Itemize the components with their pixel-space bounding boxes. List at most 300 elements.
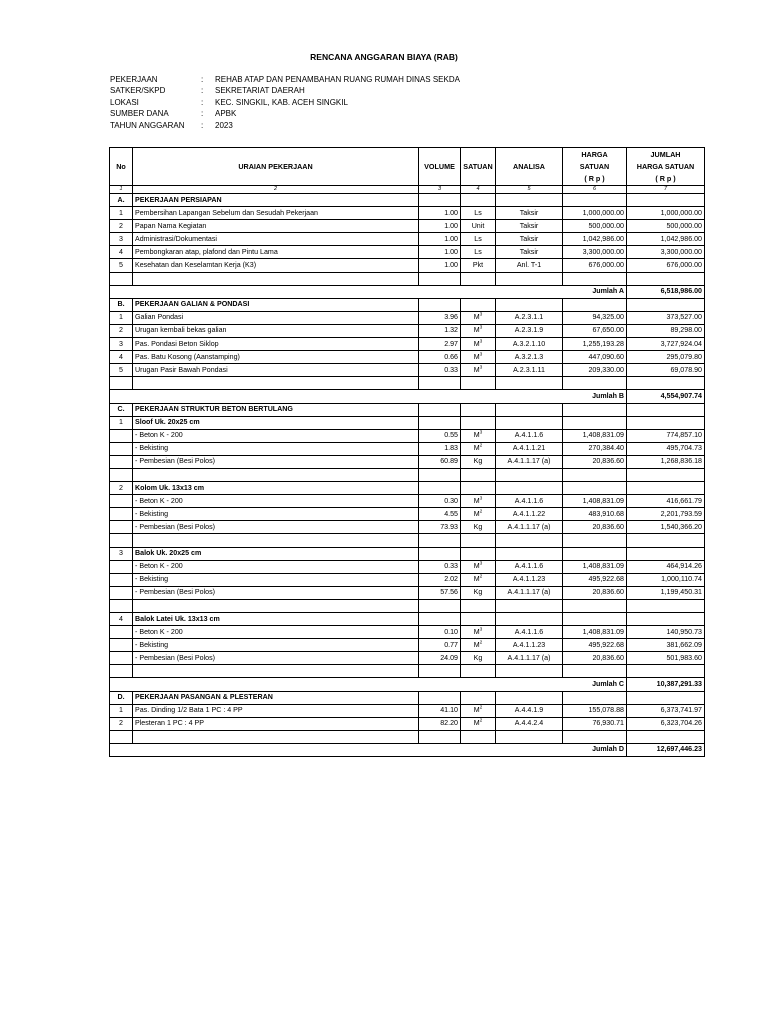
empty-cell: [627, 416, 705, 429]
header-harga-line2: SATUAN: [579, 161, 610, 171]
row-no: [110, 508, 133, 521]
row-analisa: A.4.1.1.6: [496, 560, 563, 573]
row-harga-satuan: 1,408,831.09: [563, 626, 627, 639]
empty-cell: [461, 534, 496, 547]
row-analisa: A.4.1.1.17 (a): [496, 652, 563, 665]
table-row: [110, 652, 705, 665]
empty-cell: [461, 403, 496, 416]
empty-cell: [110, 599, 133, 612]
row-harga-satuan: 1,408,831.09: [563, 429, 627, 442]
row-satuan: [461, 364, 496, 377]
row-no: 2: [110, 324, 133, 337]
satuan-exponent: 2: [479, 704, 483, 710]
row-no: 4: [110, 246, 133, 259]
satuan-exponent: 3: [479, 325, 483, 331]
info-colon: :: [201, 97, 204, 107]
row-volume: 1.00: [419, 246, 461, 259]
subtotal-row: [110, 743, 705, 756]
empty-cell: [110, 534, 133, 547]
satuan-unit: Kg: [473, 522, 483, 531]
row-no: [110, 573, 133, 586]
satuan-unit: M: [473, 562, 480, 571]
empty-cell: [461, 730, 496, 743]
row-volume: 1.00: [419, 207, 461, 220]
row-satuan: [461, 429, 496, 442]
blank-row: [110, 377, 705, 390]
section-no: 3: [110, 547, 133, 560]
satuan-unit: M: [473, 706, 480, 715]
empty-cell: [419, 377, 461, 390]
table-row: [110, 429, 705, 442]
table-row: [110, 324, 705, 337]
section-title: PEKERJAAN PASANGAN & PLESTERAN: [133, 691, 419, 704]
row-analisa: A.4.1.1.17 (a): [496, 521, 563, 534]
subtotal-row: [110, 678, 705, 691]
info-value: 2023: [215, 120, 233, 130]
table-row: [110, 639, 705, 652]
blank-row: [110, 599, 705, 612]
row-volume: 0.77: [419, 639, 461, 652]
info-label: PEKERJAAN: [110, 75, 158, 84]
empty-cell: [496, 272, 563, 285]
empty-cell: [563, 613, 627, 626]
empty-cell: [563, 665, 627, 678]
info-colon: :: [201, 75, 204, 84]
row-no: 3: [110, 233, 133, 246]
row-no: [110, 652, 133, 665]
empty-cell: [419, 298, 461, 311]
satuan-unit: M: [473, 496, 480, 505]
row-harga-satuan: 155,078.88: [563, 704, 627, 717]
row-volume: 4.55: [419, 508, 461, 521]
empty-cell: [627, 482, 705, 495]
row-analisa: A.2.3.1.1: [496, 311, 563, 324]
empty-cell: [419, 613, 461, 626]
row-satuan: [461, 207, 496, 220]
row-volume: 2.97: [419, 338, 461, 351]
table-row: [110, 495, 705, 508]
empty-cell: [110, 665, 133, 678]
section-header-row: [110, 194, 705, 207]
row-satuan: [461, 259, 496, 272]
row-satuan: [461, 495, 496, 508]
row-analisa: A.4.1.1.23: [496, 639, 563, 652]
row-no: 1: [110, 311, 133, 324]
section-title: PEKERJAAN STRUKTUR BETON BERTULANG: [133, 403, 419, 416]
satuan-unit: Ls: [474, 234, 482, 243]
column-number: 7: [627, 186, 705, 194]
row-jumlah: 3,300,000.00: [627, 246, 705, 259]
table-row: [110, 442, 705, 455]
table-row: [110, 259, 705, 272]
empty-cell: [563, 730, 627, 743]
row-no: 2: [110, 220, 133, 233]
empty-cell: [627, 613, 705, 626]
table-row: [110, 573, 705, 586]
subtotal-value: 4,554,907.74: [627, 390, 705, 403]
row-satuan: [461, 311, 496, 324]
row-satuan: [461, 652, 496, 665]
satuan-exponent: 2: [479, 639, 483, 645]
row-no: 2: [110, 717, 133, 730]
row-no: [110, 521, 133, 534]
budget-table: [109, 147, 705, 757]
row-satuan: [461, 442, 496, 455]
empty-cell: [627, 534, 705, 547]
row-satuan: [461, 717, 496, 730]
row-description: Galian Pondasi: [133, 311, 419, 324]
section-no: 2: [110, 482, 133, 495]
info-value: SEKRETARIAT DAERAH: [215, 86, 305, 96]
row-jumlah: 3,727,924.04: [627, 338, 705, 351]
table-row: [110, 233, 705, 246]
info-row: [110, 120, 460, 131]
subtotal-label: Jumlah B: [110, 390, 627, 403]
column-number: 5: [496, 186, 563, 194]
table-row: [110, 351, 705, 364]
empty-cell: [496, 665, 563, 678]
empty-cell: [627, 403, 705, 416]
empty-cell: [496, 482, 563, 495]
header-harga-satuan: [563, 148, 627, 186]
satuan-unit: M: [473, 313, 480, 322]
header-satuan: SATUAN: [461, 148, 496, 186]
table-row: [110, 704, 705, 717]
row-harga-satuan: 1,408,831.09: [563, 495, 627, 508]
row-harga-satuan: 495,922.68: [563, 639, 627, 652]
empty-cell: [496, 547, 563, 560]
empty-cell: [419, 272, 461, 285]
row-volume: 82.20: [419, 717, 461, 730]
row-harga-satuan: 1,000,000.00: [563, 207, 627, 220]
row-harga-satuan: 447,090.60: [563, 351, 627, 364]
section-header-row: [110, 691, 705, 704]
row-no: [110, 442, 133, 455]
subsection-row: [110, 482, 705, 495]
info-value: APBK: [215, 109, 237, 119]
empty-cell: [563, 194, 627, 207]
section-no: D.: [110, 691, 133, 704]
row-description: - Pembesian (Besi Polos): [133, 586, 419, 599]
row-no: 5: [110, 364, 133, 377]
row-description: Pembongkaran atap, plafond dan Pintu Lama: [133, 246, 419, 259]
info-row: [110, 74, 460, 85]
row-satuan: [461, 324, 496, 337]
row-harga-satuan: 500,000.00: [563, 220, 627, 233]
satuan-unit: M: [473, 640, 480, 649]
row-no: 1: [110, 704, 133, 717]
row-no: [110, 560, 133, 573]
empty-cell: [461, 547, 496, 560]
empty-cell: [419, 547, 461, 560]
empty-cell: [563, 547, 627, 560]
satuan-unit: M: [473, 326, 480, 335]
row-satuan: [461, 338, 496, 351]
row-harga-satuan: 209,330.00: [563, 364, 627, 377]
row-analisa: A.4.1.1.6: [496, 429, 563, 442]
row-volume: 57.56: [419, 586, 461, 599]
table-row: [110, 586, 705, 599]
column-number-row: [110, 186, 705, 194]
row-jumlah: 1,268,836.18: [627, 455, 705, 468]
empty-cell: [563, 377, 627, 390]
subtotal-value: 12,697,446.23: [627, 743, 705, 756]
row-jumlah: 89,298.00: [627, 324, 705, 337]
row-jumlah: 295,079.80: [627, 351, 705, 364]
empty-cell: [563, 599, 627, 612]
empty-cell: [419, 599, 461, 612]
empty-cell: [627, 272, 705, 285]
row-volume: 3.96: [419, 311, 461, 324]
empty-cell: [110, 730, 133, 743]
satuan-exponent: 3: [479, 560, 483, 566]
table-row: [110, 220, 705, 233]
row-volume: 0.10: [419, 626, 461, 639]
satuan-unit: Kg: [473, 653, 483, 662]
row-description: - Beton K - 200: [133, 495, 419, 508]
header-uraian: URAIAN PEKERJAAN: [133, 148, 419, 186]
satuan-exponent: 3: [479, 495, 483, 501]
satuan-unit: Pkt: [472, 261, 484, 270]
row-jumlah: 1,199,450.31: [627, 586, 705, 599]
satuan-exponent: 3: [479, 429, 483, 435]
row-no: [110, 626, 133, 639]
row-analisa: Anl. T-1: [496, 259, 563, 272]
row-analisa: A.2.3.1.9: [496, 324, 563, 337]
empty-cell: [627, 468, 705, 481]
header-harga-line1: HARGA: [581, 149, 608, 159]
row-jumlah: 69,078.90: [627, 364, 705, 377]
row-jumlah: 774,857.10: [627, 429, 705, 442]
satuan-unit: Unit: [471, 221, 485, 230]
row-harga-satuan: 676,000.00: [563, 259, 627, 272]
empty-cell: [563, 482, 627, 495]
row-volume: 73.93: [419, 521, 461, 534]
header-no: No: [110, 148, 133, 186]
row-harga-satuan: 1,408,831.09: [563, 560, 627, 573]
row-analisa: A.3.2.1.10: [496, 338, 563, 351]
row-description: Administrasi/Dokumentasi: [133, 233, 419, 246]
row-harga-satuan: 3,300,000.00: [563, 246, 627, 259]
row-description: - Pembesian (Besi Polos): [133, 652, 419, 665]
section-no: 4: [110, 613, 133, 626]
row-jumlah: 1,000,110.74: [627, 573, 705, 586]
blank-row: [110, 534, 705, 547]
row-satuan: [461, 351, 496, 364]
row-no: [110, 639, 133, 652]
row-harga-satuan: 20,836.60: [563, 652, 627, 665]
satuan-exponent: 2: [479, 573, 483, 579]
empty-cell: [563, 416, 627, 429]
row-harga-satuan: 20,836.60: [563, 586, 627, 599]
empty-cell: [461, 599, 496, 612]
row-jumlah: 416,661.79: [627, 495, 705, 508]
row-satuan: [461, 455, 496, 468]
row-jumlah: 1,540,366.20: [627, 521, 705, 534]
empty-cell: [627, 665, 705, 678]
row-analisa: A.4.1.1.21: [496, 442, 563, 455]
row-volume: 1.00: [419, 220, 461, 233]
empty-cell: [461, 194, 496, 207]
column-number: 3: [419, 186, 461, 194]
empty-cell: [133, 377, 419, 390]
empty-cell: [133, 272, 419, 285]
empty-cell: [419, 194, 461, 207]
row-volume: 0.33: [419, 364, 461, 377]
row-description: - Bekisting: [133, 573, 419, 586]
row-jumlah: 1,000,000.00: [627, 207, 705, 220]
satuan-exponent: 2: [479, 508, 483, 514]
row-harga-satuan: 67,650.00: [563, 324, 627, 337]
empty-cell: [461, 468, 496, 481]
empty-cell: [627, 547, 705, 560]
row-no: 4: [110, 351, 133, 364]
section-title: Balok Uk. 20x25 cm: [133, 547, 419, 560]
row-no: 1: [110, 207, 133, 220]
info-label: SUMBER DANA: [110, 109, 169, 119]
satuan-unit: M: [473, 365, 480, 374]
satuan-unit: M: [473, 431, 480, 440]
empty-cell: [133, 730, 419, 743]
section-title: Kolom Uk. 13x13 cm: [133, 482, 419, 495]
section-title: PEKERJAAN GALIAN & PONDASI: [133, 298, 419, 311]
empty-cell: [627, 730, 705, 743]
empty-cell: [496, 599, 563, 612]
section-no: 1: [110, 416, 133, 429]
row-volume: 1.32: [419, 324, 461, 337]
table-row: [110, 521, 705, 534]
row-analisa: A.4.1.1.17 (a): [496, 586, 563, 599]
empty-cell: [133, 534, 419, 547]
header-harga-line3: ( R p ): [584, 173, 605, 183]
table-row: [110, 455, 705, 468]
header-jumlah-line2: HARGA SATUAN: [636, 161, 695, 171]
empty-cell: [627, 194, 705, 207]
table-header-row: [110, 148, 705, 186]
table-row: [110, 508, 705, 521]
row-jumlah: 2,201,793.59: [627, 508, 705, 521]
row-volume: 41.10: [419, 704, 461, 717]
empty-cell: [133, 599, 419, 612]
document-title: RENCANA ANGGARAN BIAYA (RAB): [310, 52, 458, 62]
empty-cell: [110, 468, 133, 481]
satuan-unit: Kg: [473, 457, 483, 466]
row-satuan: [461, 704, 496, 717]
section-no: C.: [110, 403, 133, 416]
row-description: Pembersihan Lapangan Sebelum dan Sesudah Pekerjaan: [133, 207, 419, 220]
row-description: Urugan kembali bekas galian: [133, 324, 419, 337]
subsection-row: [110, 547, 705, 560]
info-colon: :: [201, 86, 204, 96]
section-no: A.: [110, 194, 133, 207]
row-analisa: A.4.1.1.17 (a): [496, 455, 563, 468]
row-harga-satuan: 270,384.40: [563, 442, 627, 455]
row-volume: 1.00: [419, 233, 461, 246]
row-no: 5: [110, 259, 133, 272]
empty-cell: [461, 665, 496, 678]
row-description: Pas. Batu Kosong (Aanstamping): [133, 351, 419, 364]
row-description: Kesehatan dan Keselamtan Kerja (K3): [133, 259, 419, 272]
empty-cell: [496, 691, 563, 704]
row-description: - Beton K - 200: [133, 626, 419, 639]
satuan-unit: Ls: [474, 247, 482, 256]
row-volume: 1.83: [419, 442, 461, 455]
empty-cell: [419, 403, 461, 416]
row-harga-satuan: 20,836.60: [563, 521, 627, 534]
row-analisa: A.4.1.1.6: [496, 626, 563, 639]
row-jumlah: 140,950.73: [627, 626, 705, 639]
row-volume: 60.89: [419, 455, 461, 468]
subtotal-row: [110, 285, 705, 298]
satuan-unit: M: [473, 509, 480, 518]
subtotal-row: [110, 390, 705, 403]
satuan-exponent: 3: [479, 312, 483, 318]
empty-cell: [461, 482, 496, 495]
row-jumlah: 676,000.00: [627, 259, 705, 272]
table-row: [110, 311, 705, 324]
row-analisa: Taksir: [496, 220, 563, 233]
column-number: 1: [110, 186, 133, 194]
empty-cell: [419, 534, 461, 547]
row-analisa: Taksir: [496, 246, 563, 259]
row-jumlah: 500,000.00: [627, 220, 705, 233]
subsection-row: [110, 613, 705, 626]
empty-cell: [496, 416, 563, 429]
row-satuan: [461, 586, 496, 599]
empty-cell: [496, 194, 563, 207]
subtotal-label: Jumlah A: [110, 285, 627, 298]
row-description: Pas. Dinding 1/2 Bata 1 PC : 4 PP: [133, 704, 419, 717]
empty-cell: [563, 468, 627, 481]
row-harga-satuan: 20,836.60: [563, 455, 627, 468]
subtotal-label: Jumlah C: [110, 678, 627, 691]
empty-cell: [419, 691, 461, 704]
row-satuan: [461, 246, 496, 259]
row-volume: 2.02: [419, 573, 461, 586]
empty-cell: [496, 298, 563, 311]
row-jumlah: 373,527.00: [627, 311, 705, 324]
satuan-unit: M: [473, 627, 480, 636]
header-volume: VOLUME: [419, 148, 461, 186]
row-description: Plesteran 1 PC : 4 PP: [133, 717, 419, 730]
info-colon: :: [201, 120, 204, 130]
row-jumlah: 495,704.73: [627, 442, 705, 455]
empty-cell: [461, 613, 496, 626]
row-description: Pas. Pondasi Beton Siklop: [133, 338, 419, 351]
empty-cell: [627, 298, 705, 311]
info-label: TAHUN ANGGARAN: [110, 120, 185, 130]
row-description: - Bekisting: [133, 508, 419, 521]
empty-cell: [496, 534, 563, 547]
table-body: [110, 194, 705, 757]
empty-cell: [496, 613, 563, 626]
row-jumlah: 464,914.26: [627, 560, 705, 573]
row-harga-satuan: 1,255,193.28: [563, 338, 627, 351]
header-analisa: ANALISA: [496, 148, 563, 186]
empty-cell: [496, 468, 563, 481]
column-number: 4: [461, 186, 496, 194]
header-jumlah: [627, 148, 705, 186]
row-satuan: [461, 521, 496, 534]
table-row: [110, 717, 705, 730]
row-volume: 24.09: [419, 652, 461, 665]
empty-cell: [110, 272, 133, 285]
subtotal-value: 6,518,986.00: [627, 285, 705, 298]
empty-cell: [496, 377, 563, 390]
table-row: [110, 626, 705, 639]
section-header-row: [110, 298, 705, 311]
row-description: Papan Nama Kegiatan: [133, 220, 419, 233]
